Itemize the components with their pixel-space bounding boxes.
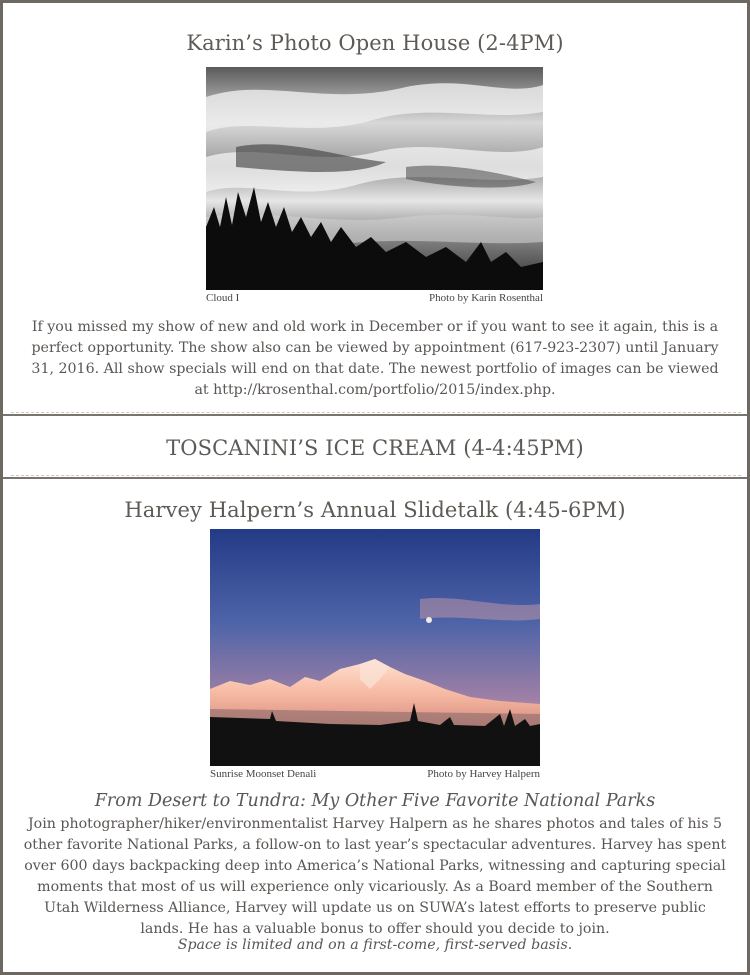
section-title-ice-cream: TOSCANINI’S ICE CREAM (4-4:45PM) [166,436,584,460]
section-title-slidetalk: Harvey Halpern’s Annual Slidetalk (4:45-6PM) [124,498,626,522]
photo-caption-cloud: Cloud I [206,292,240,304]
photo-caption-denali: Sunrise Moonset Denali [210,768,317,780]
slidetalk-note: Space is limited and on a first-come, first-served basis. [177,937,573,953]
photo-credit-karin: Photo by Karin Rosenthal [429,292,543,304]
divider [3,414,747,416]
slidetalk-subtitle: From Desert to Tundra: My Other Five Favorite National Parks [94,791,656,811]
denali-photo [210,529,540,766]
section-title-photo-open-house: Karin’s Photo Open House (2-4PM) [186,31,564,55]
slidetalk-description: Join photographer/hiker/environmentalist Harvey Halpern as he shares photos and tales of his 5 other favorite National Parks, a follow-on to last year’s spectacular adventures. Harvey has spent over 600 days backpacking deep into America’s National Parks, witnessing and capturing special moments that most of us will experience only vicariously. As a Board member of the Southern Utah Wilderness Alliance, Harvey will update us on SUWA’s latest efforts to preserve public lands. He has a valuable bonus to offer should you decide to join. [23,816,727,937]
cloud-photo [206,67,543,290]
divider [3,477,747,479]
photo-credit-harvey: Photo by Harvey Halpern [427,768,540,780]
divider-dashed [11,475,741,476]
divider-dashed [11,412,741,413]
photo-open-house-description: If you missed my show of new and old work in December or if you want to see it again, this is a perfect opportunity. The show also can be viewed by appointment (617-923-2307) until January 31, 2016. All show specials will end on that date. The newest portfolio of images can be viewed at http://krosenthal.com/portfolio/2015/index.php. [31,319,719,398]
